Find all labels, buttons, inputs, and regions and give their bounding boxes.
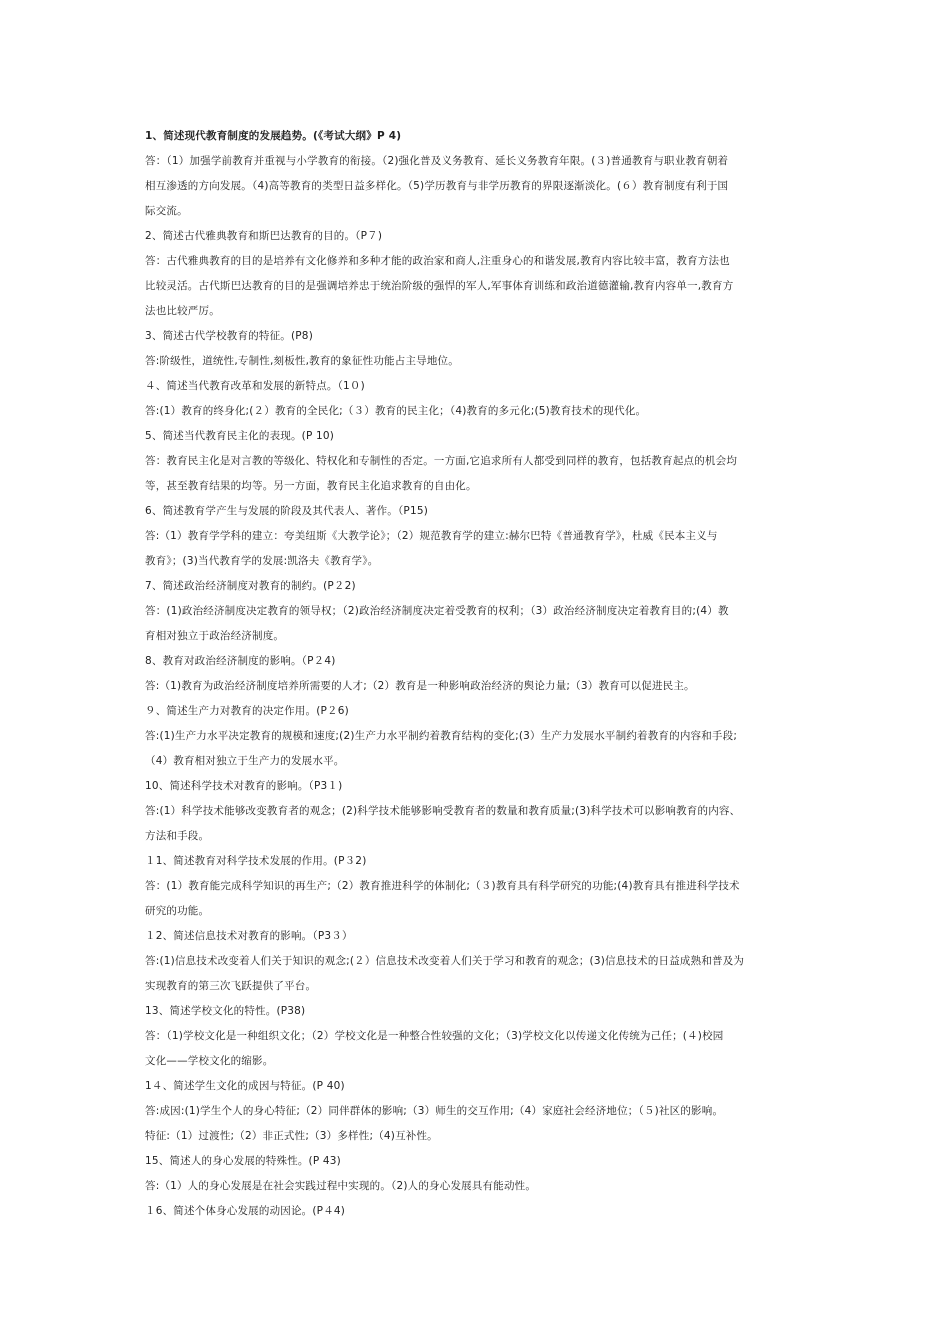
answer-text: 比较灵活。古代斯巴达教育的目的是强调培养忠于统治阶级的强悍的军人,军事体育训练和政治道德灌输,教育内容单一,教育方 bbox=[145, 280, 734, 292]
answer-text: 研究的功能。 bbox=[145, 905, 210, 917]
answer-text: 答:(1)信息技术改变着人们关于知识的观念;(２）信息技术改变着人们关于学习和教育的观念；(3)信息技术的日益成熟和普及为 bbox=[145, 955, 745, 967]
question-heading: 8、教育对政治经济制度的影响。（P２4) bbox=[145, 655, 336, 667]
answer-text: 答：教育民主化是对言教的等级化、特权化和专制性的否定。一方面,它追求所有人都受到同样的教育，包括教育起点的机会均 bbox=[145, 455, 738, 467]
question-heading: 5、简述当代教育民主化的表现。(P 10) bbox=[145, 430, 335, 442]
answer-text: 答:阶级性，道统性,专制性,刻板性,教育的象征性功能占主导地位。 bbox=[145, 355, 459, 367]
answer-text: 答:（1）人的身心发展是在社会实践过程中实现的。（2)人的身心发展具有能动性。 bbox=[145, 1180, 537, 1192]
answer-text: 方法和手段。 bbox=[145, 830, 210, 842]
answer-text: 法也比较严厉。 bbox=[145, 305, 220, 317]
question-heading: 1４、简述学生文化的成因与特征。(P 40) bbox=[145, 1080, 345, 1092]
answer-text: 文化——学校文化的缩影。 bbox=[145, 1055, 274, 1067]
answer-text: 实现教育的第三次飞跃提供了平台。 bbox=[145, 980, 317, 992]
answer-text: 答:（1）教育学学科的建立：夸美纽斯《大教学论》；（2）规范教育学的建立:赫尔巴特《普通教育学》，杜威《民本主义与 bbox=[145, 530, 718, 542]
question-heading: １1、简述教育对科学技术发展的作用。(P３2) bbox=[145, 855, 367, 867]
question-heading: 6、简述教育学产生与发展的阶段及其代表人、著作。（P15) bbox=[145, 505, 429, 517]
answer-text: 答:成因:(1)学生个人的身心特征;（2）同伴群体的影响;（3）师生的交互作用;（4）家庭社会经济地位；（５)社区的影响。 bbox=[145, 1105, 724, 1117]
question-heading: 1、简述现代教育制度的发展趋势。(《考试大纲》P 4) bbox=[145, 130, 402, 142]
answer-text: （4）教育相对独立于生产力的发展水平。 bbox=[145, 755, 345, 767]
answer-text: 答:(1）教育的终身化;(２）教育的全民化;（３）教育的民主化；（4)教育的多元化;(5)教育技术的现代化。 bbox=[145, 405, 647, 417]
question-heading: 3、简述古代学校教育的特征。(P8) bbox=[145, 330, 313, 342]
question-heading: 15、简述人的身心发展的特殊性。(P 43) bbox=[145, 1155, 341, 1167]
answer-text: 答：(1)政治经济制度决定教育的领导权；（2)政治经济制度决定着受教育的权利；（3）政治经济制度决定着教育目的;(4）教 bbox=[145, 605, 729, 617]
document-body bbox=[145, 124, 810, 1224]
answer-text: 答：(1）教育能完成科学知识的再生产;（2）教育推进科学的体制化;（３)教育具有科学研究的功能;(4)教育具有推进科学技术 bbox=[145, 880, 740, 892]
question-heading: 7、简述政治经济制度对教育的制约。(P２2) bbox=[145, 580, 356, 592]
question-heading: １6、简述个体身心发展的动因论。(P４4) bbox=[145, 1205, 346, 1217]
answer-text: 答:(1）科学技术能够改变教育者的观念；(2)科学技术能够影响受教育者的数量和教育质量;(3)科学技术可以影响教育的内容、 bbox=[145, 805, 741, 817]
question-heading: 10、简述科学技术对教育的影响。（P3１) bbox=[145, 780, 343, 792]
answer-text: 答:(1)生产力水平决定教育的规模和速度;(2)生产力水平制约着教育结构的变化;(3）生产力发展水平制约着教育的内容和手段; bbox=[145, 730, 738, 742]
answer-text: 答：（1)学校文化是一种组织文化；（2）学校文化是一种整合性较强的文化；（3)学校文化以传递文化传统为己任；(４)校园 bbox=[145, 1030, 724, 1042]
answer-text: 答:（1)教育为政治经济制度培养所需要的人才;（2）教育是一种影响政治经济的舆论力量;（3）教育可以促进民主。 bbox=[145, 680, 695, 692]
question-heading: ９、简述生产力对教育的决定作用。(P２6) bbox=[145, 705, 349, 717]
answer-text: 特征:（1）过渡性;（2）非正式性;（3）多样性;（4)互补性。 bbox=[145, 1130, 438, 1142]
answer-text: 育相对独立于政治经济制度。 bbox=[145, 630, 285, 642]
question-heading: 13、简述学校文化的特性。(P38) bbox=[145, 1005, 306, 1017]
question-heading: １2、简述信息技术对教育的影响。（P3３） bbox=[145, 930, 353, 942]
question-heading: ４、简述当代教育改革和发展的新特点。（1０) bbox=[145, 380, 365, 392]
answer-text: 教育》；(3)当代教育学的发展:凯洛夫《教育学》。 bbox=[145, 555, 379, 567]
answer-text: 相互渗透的方向发展。（4)高等教育的类型日益多样化。（5)学历教育与非学历教育的界限逐渐淡化。(６）教育制度有利于国 bbox=[145, 180, 729, 192]
answer-text: 等，甚至教育结果的均等。另一方面，教育民主化追求教育的自由化。 bbox=[145, 480, 477, 492]
answer-text: 际交流。 bbox=[145, 205, 188, 217]
question-heading: 2、简述古代雅典教育和斯巴达教育的目的。（P７) bbox=[145, 230, 383, 242]
answer-text: 答：（1）加强学前教育并重视与小学教育的衔接。（2)强化普及义务教育、延长义务教育年限。(３)普通教育与职业教育朝着 bbox=[145, 155, 729, 167]
answer-text: 答：古代雅典教育的目的是培养有文化修养和多种才能的政治家和商人,注重身心的和谐发展,教育内容比较丰富，教育方法也 bbox=[145, 255, 730, 267]
